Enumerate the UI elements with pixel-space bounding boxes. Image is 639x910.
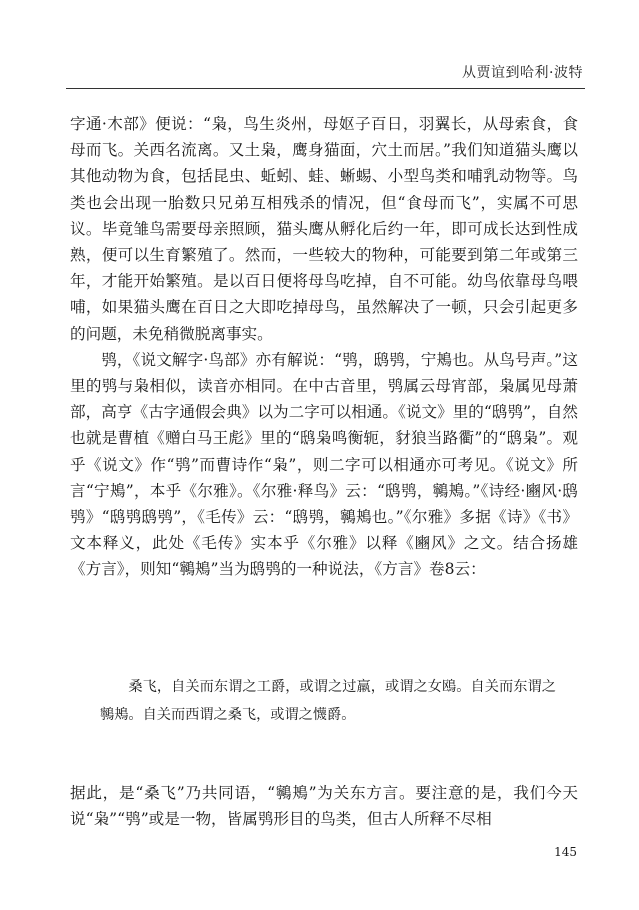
paragraph-continuation: 字通·木部》便说：“枭，鸟生炎州，母妪子百日，羽翼长，从母索食，食母而飞。关西名流离。又土枭，鹰身猫面，穴土而居。”我们知道猫头鹰以其他动物为食，包括昆虫、蚯蚓、蛙、蜥蜴、小型鸟类和哺乳动物等。鸟类也会出现一胎数只兄弟互相残杀的情况，但“食母而飞”，实属不可思议。毕竟雏鸟需要母亲照顾，猫头鹰从孵化后约一年，即可成长达到性成熟，便可以生育繁殖了。然而，一些较大的物种，可能要到第二年或第三年，才能开始繁殖。是以百日便将母鸟吃掉，自不可能。幼鸟依靠母鸟喂哺，如果猫头鹰在百日之大即吃掉母鸟，虽然解决了一顿，只会引起更多的问题，未免稍微脱离事实。 xyxy=(70,115,578,343)
header-divider xyxy=(66,88,585,89)
page-number: 145 xyxy=(554,845,577,859)
main-body xyxy=(70,111,578,583)
running-header-title: 从贾谊到哈利·波特 xyxy=(462,65,583,81)
paragraph-after-quote: 据此，是“桑飞”乃共同语，“鸋鴂”为关东方言。要注意的是，我们今天说“枭”“鸮”或是一物，皆属鸮形目的鸟类，但古人所释不尽相 xyxy=(70,784,578,829)
quote-fangyan: 桑飞，自关而东谓之工爵，或谓之过羸，或谓之女鴎。自关而东谓之鸋鴂。自关而西谓之桑飞，或谓之懱爵。 xyxy=(100,679,556,723)
post-quote-body xyxy=(70,780,578,832)
paragraph-xiao: 鸮，《说文解字·鸟部》亦有解说：“鸮，鸱鸮，宁鴂也。从鸟号声。”这里的鸮与枭相似，读音亦相同。在中古音里，鸮属云母宵部，枭属见母萧部，高亨《古字通假会典》以为二字可以相通。《说文》里的“鸱鸮”，自然也就是曹植《赠白马王彪》里的“鸱枭鸣衡轭，豺狼当路衢”的“鸱枭”。观乎《说文》作“鸮”而曹诗作“枭”，则二字可以相通亦可考见。《说文》所言“宁鴂”，本乎《尔雅》。《尔雅·释鸟》云：“鸱鸮，鸋鴂。”《诗经·豳风·鸱鸮》“鸱鸮鸱鸮”，《毛传》云：“鸱鸮，鸋鴂也。”《尔雅》多据《诗》《书》文本释义，此处《毛传》实本乎《尔雅》以释《豳风》之文。结合扬雄《方言》，则知“鸋鴂”当为鸱鸮的一种说法，《方言》卷8云： xyxy=(70,350,578,579)
block-quote xyxy=(100,673,556,729)
